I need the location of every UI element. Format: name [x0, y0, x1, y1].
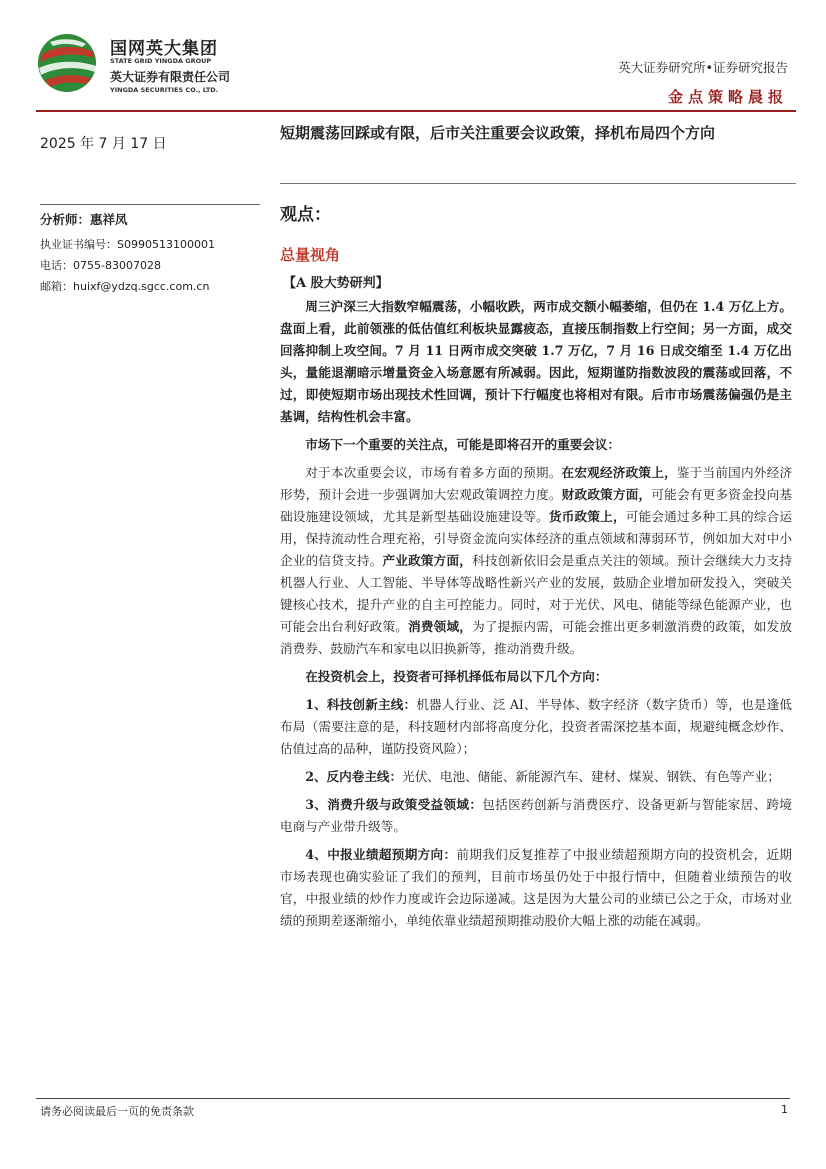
analyst-info: [40, 210, 270, 297]
paragraph-meeting-expectations: 对于本次重要会议，市场有着多方面的预期。在宏观经济政策上，鉴于当前国内外经济形势，预计会进一步强调加大宏观政策调控力度。财政政策方面，可能会有更多资金投向基础设施建设领域，尤其是新型基础设施建设等。货币政策上，可能会通过多种工具的综合运用，保持流动性合理充裕，引导资金流向实体经济的重点领域和薄弱环节，例如加大对中小企业的信贷支持。产业政策方面，科技创新依旧会是重点关注的领域。预计会继续大力支持机器人行业、人工智能、半导体等战略性新兴产业的发展，鼓励企业增加研发投入，突破关键核心技术，提升产业的自主可控能力。同时，对于光伏、风电、储能等绿色能源产业，也可能会出台利好政策。消费领域，为了提振内需，可能会推出更多刺激消费的政策，如发放消费券、鼓励汽车和家电以旧换新等，推动消费升级。: [280, 465, 793, 656]
list-item: 1、科技创新主线：机器人行业、泛 AI、半导体、数字经济（数字货币）等，也是逢低布局（需要注意的是，科技题材内部将高度分化，投资者需深挖基本面，规避纯概念炒作、估值过高的品种，谨防投资风险）；: [280, 697, 792, 756]
company-logo: [36, 30, 246, 100]
list-item: 3、消费升级与政策受益领域：包括医药创新与消费医疗、设备更新与智能家居、跨境电商与产业带升级等。: [280, 797, 793, 834]
footer-divider: [36, 1098, 790, 1099]
footer-disclaimer: 请务必阅读最后一页的免责条款: [40, 1105, 194, 1118]
header-divider: [36, 110, 796, 112]
globe-logo-icon: [36, 32, 98, 94]
report-date: 2025 年 7 月 17 日: [40, 136, 167, 152]
paragraph-opportunities: 在投资机会上，投资者可择机择低布局以下几个方向：: [305, 669, 608, 684]
subsection-heading: 【A 股大势研判】: [283, 276, 389, 291]
logo-text-en: STATE GRID YINGDA GROUP: [110, 57, 212, 65]
section-heading: 总量视角: [280, 246, 341, 264]
list-item: 4、中报业绩超预期方向：前期我们反复推荐了中报业绩超预期方向的投资机会，近期市场表现也确实验证了我们的预判，目前市场虽仍处于中报行情中，但随着业绩预告的收官，中报业绩的炒作力度或许会边际递减。这是因为大量公司的业绩已公之于众，市场对业绩的预期差逐渐缩小，单纯依靠业绩超预期推动股价大幅上涨的动能在减弱。: [280, 847, 793, 928]
paragraph-market-review: 周三沪深三大指数窄幅震荡，小幅收跌，两市成交额小幅萎缩，但仍在 1.4 万亿上方。盘面上看，此前领涨的低估值红利板块显露疲态，直接压制指数上行空间；另一方面，成交回落抑制上攻空间。7 月 11 日两市成交突破 1.7 万亿，7 月 16 日成交缩至 1.4 万亿出头，量能退潮暗示增量资金入场意愿有所减弱。因此，短期谨防指数波段的震荡或回落，不过，即使短期市场出现技术性回调，预计下行幅度也将相对有限。后市市场震荡偏强仍是主基调，结构性机会丰富。: [280, 299, 792, 424]
header-org: 英大证券研究所•证券研究报告: [618, 60, 788, 75]
analyst-phone: 电话：0755-83007028: [40, 259, 161, 272]
report-body: [280, 296, 792, 932]
logo-text-cn: 国网英大集团: [110, 39, 218, 59]
page-number: 1: [781, 1103, 788, 1116]
logo-subtext-en: YINGDA SECURITIES CO., LTD.: [110, 86, 219, 94]
view-heading: 观点：: [280, 205, 331, 225]
report-title: 短期震荡回踩或有限，后市关注重要会议政策，择机布局四个方向: [280, 124, 716, 142]
analyst-name: 分析师：惠祥凤: [40, 212, 128, 227]
analyst-email: 邮箱：huixf@ydzq.sgcc.com.cn: [40, 280, 210, 293]
paragraph-focus: 市场下一个重要的关注点，可能是即将召开的重要会议：: [305, 437, 621, 452]
title-divider: [280, 183, 796, 184]
left-divider: [40, 204, 260, 205]
analyst-license: 执业证书编号：S0990513100001: [40, 238, 215, 251]
header-series-title: 金点策略晨报: [667, 88, 788, 106]
list-item: 2、反内卷主线：光伏、电池、储能、新能源汽车、建材、煤炭、钢铁、有色等产业；: [305, 769, 780, 784]
header-right: [618, 58, 788, 107]
logo-subtext-cn: 英大证券有限责任公司: [110, 70, 231, 84]
